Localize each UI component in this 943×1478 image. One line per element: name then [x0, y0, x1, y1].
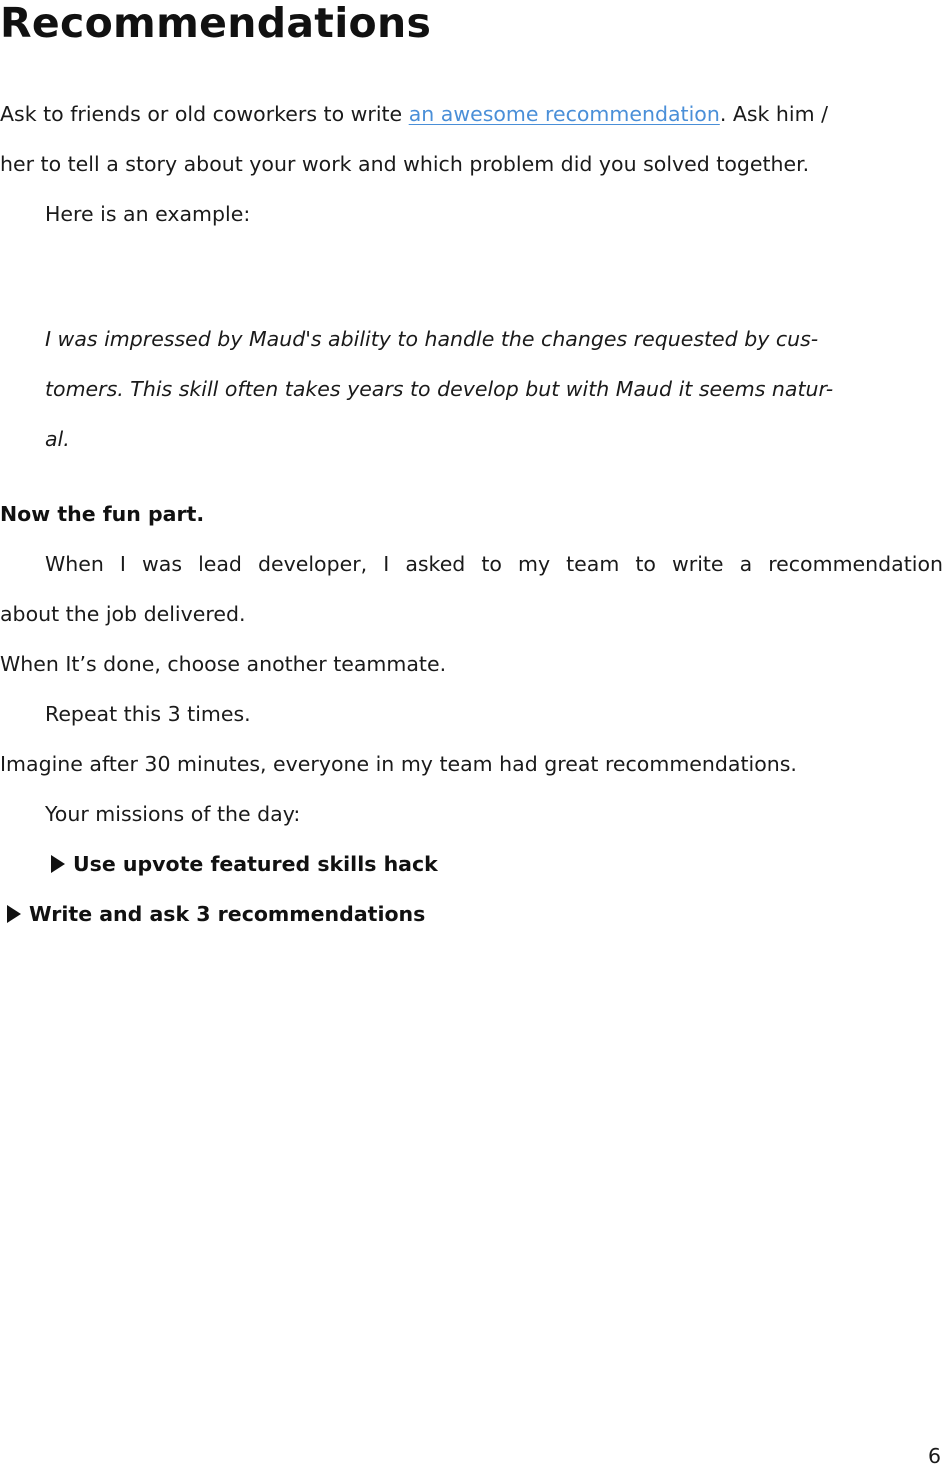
example-intro: Here is an example:	[45, 202, 251, 226]
fun-body-line-3: When It’s done, choose another teammate.	[0, 652, 447, 676]
quote-line-2: tomers. This skill often takes years to develop but with Maud it seems natur-	[45, 377, 834, 401]
mission-item-label: Use upvote featured skills hack	[73, 852, 438, 876]
fun-body-line-1: When I was lead developer, I asked to my team to write a recommendation	[45, 552, 943, 576]
intro-text-before-link: Ask to friends or old coworkers to write	[0, 102, 409, 126]
quote-line-1: I was impressed by Maud's ability to handle the changes requested by cus-	[45, 327, 819, 351]
fun-body-line-5: Imagine after 30 minutes, everyone in my team had great recommendations.	[0, 752, 797, 776]
triangle-right-icon	[7, 905, 21, 923]
mission-item-2[interactable]	[7, 899, 425, 929]
page-title: Recommendations	[0, 0, 432, 47]
page-number: 6	[927, 1444, 941, 1468]
missions-intro: Your missions of the day:	[45, 802, 301, 826]
intro-paragraph-line-1	[0, 99, 828, 129]
quote-line-3: al.	[45, 427, 70, 451]
intro-paragraph-line-2: her to tell a story about your work and which problem did you solved together.	[0, 152, 810, 176]
mission-item-1[interactable]	[51, 849, 438, 879]
fun-body-line-2: about the job delivered.	[0, 602, 246, 626]
intro-text-after-link: . Ask him /	[719, 102, 829, 126]
mission-item-label: Write and ask 3 recommendations	[29, 902, 426, 926]
awesome-recommendation-link[interactable]: an awesome recommendation	[408, 102, 720, 126]
fun-part-heading: Now the fun part.	[0, 502, 205, 526]
triangle-right-icon	[51, 855, 65, 873]
fun-body-line-4: Repeat this 3 times.	[45, 702, 251, 726]
